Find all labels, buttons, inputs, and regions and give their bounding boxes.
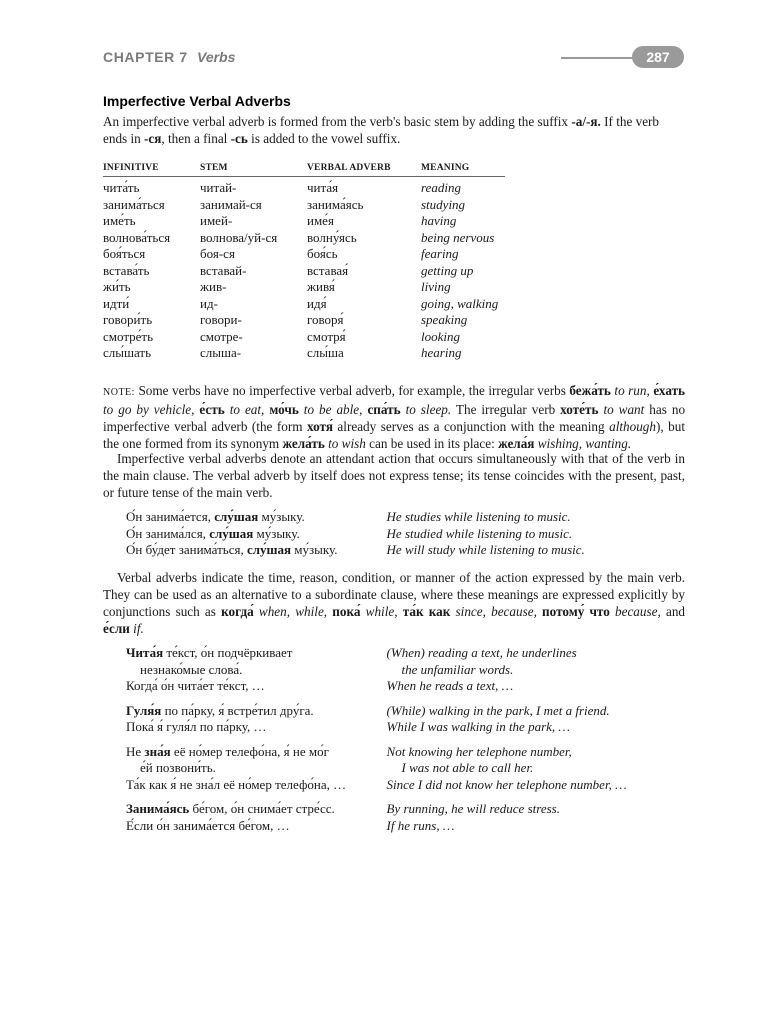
table-row: име́ть имей- име́я having <box>103 213 457 228</box>
example-row: Не зна́я её но́мер телефо́на, я́ не мо́г Not knowing her telephone number, <box>126 743 572 759</box>
example-row: Занима́ясь бе́гом, о́н снима́ет стре́сс. By running, he will reduce stress. <box>126 801 560 816</box>
table-row: слы́шать слыша- слы́ша hearing <box>103 345 462 360</box>
intro-paragraph: An imperfective verbal adverb is formed from the verb's basic stem by adding the suffix -а/-я. If the verb ends in -ся, then a final -сь is added to the vowel suffix. <box>103 114 660 146</box>
example-row: О́н занима́лся, слу́шая му́зыку. He studied while listening to music. <box>126 525 573 541</box>
col-infinitive: INFINITIVE <box>103 163 200 177</box>
col-verbal-adverb: VERBAL ADVERB <box>307 163 421 177</box>
examples-tense <box>126 509 686 559</box>
table-row: встава́ть вставай- вставая́ getting up <box>103 262 474 278</box>
example-row: О́н занима́ется, слу́шая му́зыку. He studies while listening to music. <box>126 509 571 524</box>
example-row: Та́к как я́ не зна́л её но́мер телефо́на, … Since I did not know her telephone number, … <box>126 776 627 792</box>
example-row: Е́сли о́н занима́ется бе́гом, … If he runs, … <box>126 817 455 833</box>
running-header <box>103 46 686 70</box>
chapter-title: Verbs <box>197 49 236 65</box>
example-row: О́н бу́дет занима́ться, слу́шая му́зыку. He will study while listening to music. <box>126 542 585 557</box>
example-row: Пока́ я́ гуля́л по па́рку, … While I was walking in the park, … <box>126 719 570 734</box>
verbal-adverb-table <box>103 163 505 362</box>
example-row: Чита́я те́кст, о́н подчёркивает (When) reading a text, he underlines <box>126 645 577 660</box>
table-row: идти́ ид- идя́ going, walking <box>103 295 499 311</box>
table-row: боя́ться боя-ся боя́сь fearing <box>103 246 459 261</box>
table-header-row <box>103 163 505 177</box>
chapter-number: CHAPTER 7 <box>103 49 188 65</box>
tense-paragraph: Imperfective verbal adverbs denote an attendant action that occurs simultaneously with that of the verb in the main clause. The verbal adverb by itself does not express tense; its tense coincides with the present, past, or future tense of the main verb. <box>103 451 685 500</box>
table-row: чита́ть читай- чита́я reading <box>103 180 461 195</box>
col-meaning: MEANING <box>421 163 505 177</box>
example-row: Гуля́я по па́рку, я́ встре́тил дру́га. (While) walking in the park, I met a friend. <box>126 702 610 718</box>
col-stem: STEM <box>200 163 307 177</box>
note-paragraph: NOTE: Some verbs have no imperfective verbal adverb, for example, the irregular verbs бежа́ть to run, е́хать to go by vehicle, е́сть to eat, мо́чь to be able, спа́ть to sleep. The irregular verb хоте́ть to want has no imperfective verbal adverb (the form хотя́ already serves as a conjunction with the meaning although), but the one formed from its synonym жела́ть to wish can be used in its place: жела́я wishing, wanting. <box>103 383 686 451</box>
table-row: жи́ть жив- живя́ living <box>103 279 451 294</box>
example-row: незнако́мые слова́. the unfamiliar words. <box>140 661 514 677</box>
conjunction-paragraph: Verbal adverbs indicate the time, reason, condition, or manner of the action expressed by the main verb. They can be used as an alternative to a subordinate clause, where these meanings are expressed explicitly by conjunctions such as когда́ when, while, пока́ while, та́к как since, because, потому́ что because, and е́сли if. <box>103 570 686 636</box>
example-row: е́й позвони́ть. I was not able to call her. <box>140 760 534 775</box>
table-row: смотре́ть смотре- смотря́ looking <box>103 328 460 344</box>
table-row: говори́ть говори- говоря́ speaking <box>103 312 468 327</box>
header-rule <box>561 57 643 59</box>
table-row: занима́ться занимай-ся занима́ясь studying <box>103 196 466 212</box>
page-number: 287 <box>632 46 684 68</box>
section-title: Imperfective Verbal Adverbs <box>103 93 291 109</box>
examples-conjunction <box>126 645 686 834</box>
example-row: Когда́ о́н чита́ет те́кст, … When he reads a text, … <box>126 678 514 693</box>
table-row: волнова́ться волнова/уй-ся волну́ясь being nervous <box>103 229 495 245</box>
